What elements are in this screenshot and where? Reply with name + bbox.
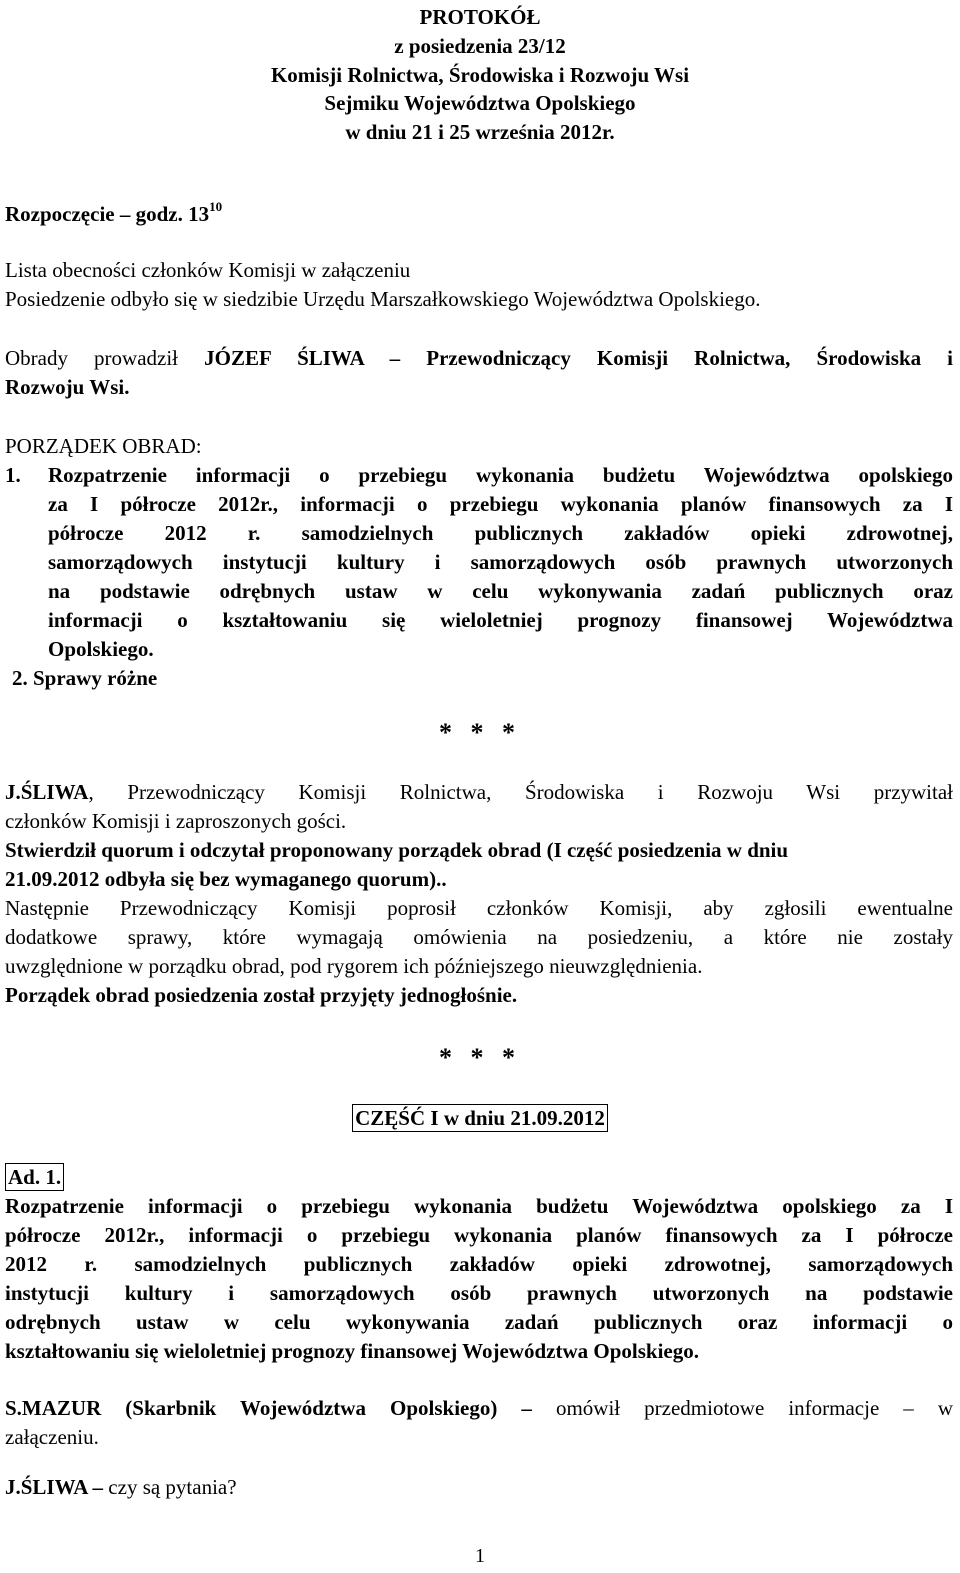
agenda-item-1-line: Opolskiego. xyxy=(48,637,154,661)
meeting-number: z posiedzenia 23/12 xyxy=(394,34,566,58)
quorum-line-2: 21.09.2012 odbyła się bez wymaganego quorum).. xyxy=(5,867,447,891)
ad-1-line: półrocze 2012r., informacji o przebiegu wykonania planów finansowych za I półrocze xyxy=(5,1223,953,1247)
ad-1-line: kształtowaniu się wieloletniej prognozy finansowej Województwa Opolskiego. xyxy=(5,1339,699,1363)
ad-1-line: 2012 r. samodzielnych publicznych zakładów opieki zdrowotnej, samorządowych xyxy=(5,1252,953,1276)
additional-matters-line: dodatkowe sprawy, które wymagają omówienia na posiedzeniu, a które nie zostały xyxy=(5,925,953,949)
assembly-name: Sejmiku Województwa Opolskiego xyxy=(324,91,636,115)
part-1-heading: CZĘŚĆ I w dniu 21.09.2012 xyxy=(0,1104,960,1133)
document-title: PROTOKÓŁ xyxy=(419,5,541,29)
agenda-item-1-line: za I półrocze 2012r., informacji o przebiegu wykonania planów finansowych za I xyxy=(48,492,953,516)
additional-matters-line: uwzględnione w porządku obrad, pod rygorem ich późniejszego nieuwzględnienia. xyxy=(5,954,703,978)
ad-1-line: Rozpatrzenie informacji o przebiegu wykonania budżetu Województwa opolskiego za I xyxy=(5,1194,953,1218)
attendance-note: Lista obecności członków Komisji w załączeniu xyxy=(5,258,411,282)
ad-1-line: odrębnych ustaw w celu wykonywania zadań publicznych oraz informacji o xyxy=(5,1310,953,1334)
page-number: 1 xyxy=(475,1545,485,1567)
agenda-accepted: Porządek obrad posiedzenia został przyjęty jednogłośnie. xyxy=(5,983,518,1007)
agenda-item-1-line: Rozpatrzenie informacji o przebiegu wykonania budżetu Województwa opolskiego xyxy=(48,463,953,487)
agenda-item-1-number: 1. xyxy=(5,463,21,487)
agenda-item-2: 2. Sprawy różne xyxy=(12,666,158,690)
agenda-item-1-line: informacji o kształtowaniu się wieloletniej prognozy finansowej Województwa xyxy=(48,608,953,632)
ad-1-line: instytucji kultury i samorządowych osób prawnych utworzonych na podstawie xyxy=(5,1281,953,1305)
treasurer-statement: S.MAZUR (Skarbnik Województwa Opolskiego) – omówił przedmiotowe informacje – w xyxy=(5,1396,954,1420)
agenda-item-1-line: półrocze 2012 r. samodzielnych publicznych zakładów opieki zdrowotnej, xyxy=(48,521,953,545)
agenda-item-1-line: samorządowych instytucji kultury i samorządowych osób prawnych utworzonych xyxy=(48,550,953,574)
chair-line-1: Obrady prowadził JÓZEF ŚLIWA – Przewodniczący Komisji Rolnictwa, Środowiska i xyxy=(5,346,954,370)
separator-stars: * * * xyxy=(439,1043,521,1072)
welcome-line-1: J.ŚLIWA, Przewodniczący Komisji Rolnictwa, Środowiska i Rozwoju Wsi przywitał xyxy=(5,780,953,804)
committee-name: Komisji Rolnictwa, Środowiska i Rozwoju Wsi xyxy=(270,63,690,87)
chair-line-2: Rozwoju Wsi. xyxy=(5,375,130,399)
venue-note: Posiedzenie odbyło się w siedzibie Urzędu Marszałkowskiego Województwa Opolskiego. xyxy=(5,287,761,311)
welcome-line-2: członków Komisji i zaproszonych gości. xyxy=(5,809,347,833)
quorum-line-1: Stwierdził quorum i odczytał proponowany porządek obrad (I część posiedzenia w dniu xyxy=(5,838,789,862)
agenda-item-1-line: na podstawie odrębnych ustaw w celu wykonywania zadań publicznych oraz xyxy=(48,579,953,603)
treasurer-statement-end: załączeniu. xyxy=(5,1425,99,1449)
start-time: Rozpoczęcie – godz. $13^{10}$ xyxy=(5,199,223,226)
meeting-date: w dniu 21 i 25 września 2012r. xyxy=(345,120,615,144)
separator-stars: * * * xyxy=(439,718,521,747)
chair-question: J.ŚLIWA – czy są pytania? xyxy=(5,1475,237,1499)
agenda-heading: PORZĄDEK OBRAD: xyxy=(5,434,202,458)
additional-matters-line: Następnie Przewodniczący Komisji poprosił członków Komisji, aby zgłosili ewentualne xyxy=(5,896,953,920)
ad-1-label: Ad. 1. xyxy=(5,1163,64,1192)
